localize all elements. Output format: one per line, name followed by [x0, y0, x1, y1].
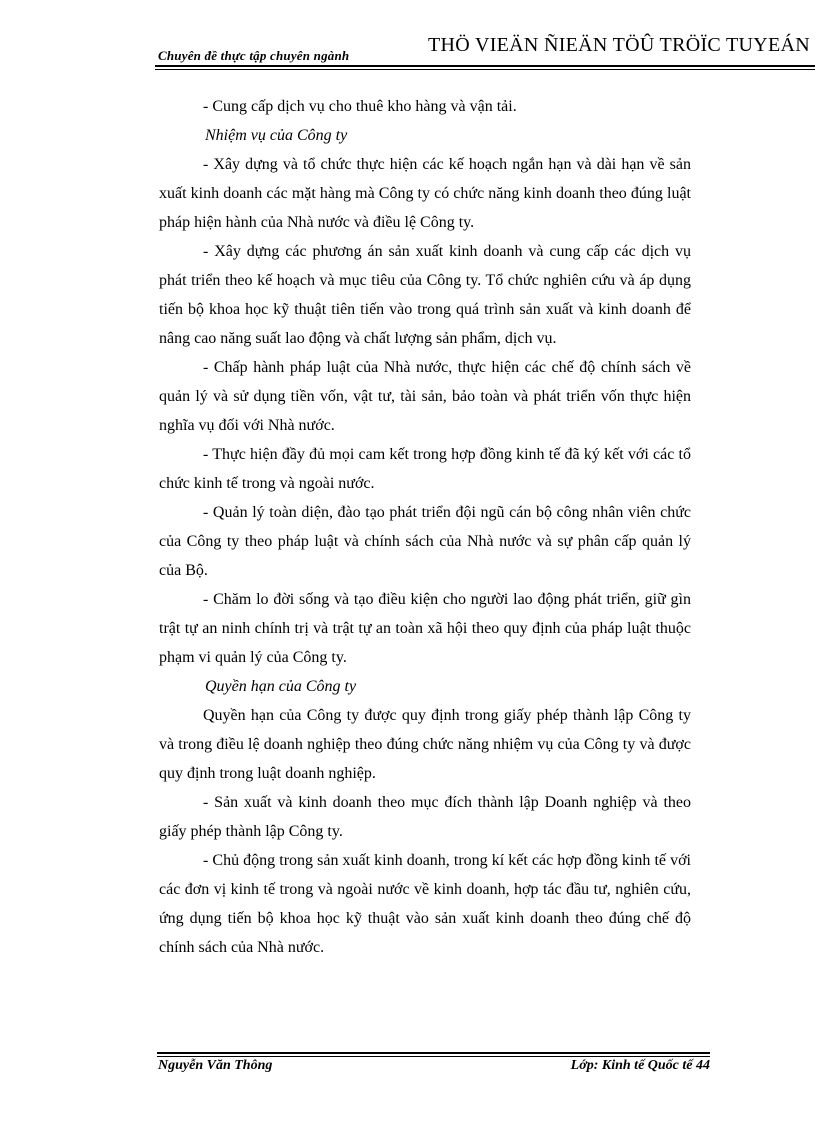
paragraph: - Chủ động trong sản xuất kinh doanh, trong kí kết các hợp đồng kinh tế với các đơn vị kinh tế trong và ngoài nước về kinh doanh, hợp tác đầu tư, nghiên cứu, ứng dụng tiến bộ khoa học kỹ thuật vào sản xuất kinh doanh theo đúng chế độ chính sách của Nhà nước.: [159, 852, 691, 956]
header-divider-thin: [155, 69, 815, 70]
paragraph: - Cung cấp dịch vụ cho thuê kho hàng và vận tải.: [203, 98, 517, 115]
header-library-title: THÖ VIEÄN ÑIEÄN TÖÛ TRÖÏC TUYEÁN: [428, 34, 810, 56]
footer-author: Nguyễn Văn Thông: [158, 1058, 273, 1073]
footer-class-label: Lớp: Kinh tế Quốc tế 44: [570, 1058, 710, 1073]
paragraph: Quyền hạn của Công ty được quy định trong giấy phép thành lập Công ty và trong điều lệ doanh nghiệp theo đúng chức năng nhiệm vụ của Công ty và được quy định trong luật doanh nghiệp.: [159, 707, 691, 782]
footer-divider-thin: [157, 1056, 710, 1057]
header-topic-title: Chuyên đề thực tập chuyên ngành: [158, 48, 350, 63]
body-text: [159, 92, 691, 962]
footer-divider: [157, 1052, 710, 1054]
paragraph: - Thực hiện đầy đủ mọi cam kết trong hợp đồng kinh tế đã ký kết với các tổ chức kinh tế trong và ngoài nước.: [159, 446, 691, 492]
paragraph: - Sản xuất và kinh doanh theo mục đích thành lập Doanh nghiệp và theo giấy phép thành lập Công ty.: [159, 794, 691, 840]
paragraph: - Quản lý toàn diện, đào tạo phát triển đội ngũ cán bộ công nhân viên chức của Công ty theo pháp luật và chính sách của Nhà nước và sự phân cấp quản lý của Bộ.: [159, 504, 691, 579]
header-divider: [155, 65, 815, 67]
section-heading-duties: Nhiệm vụ của Công ty: [205, 127, 348, 144]
paragraph: - Chăm lo đời sống và tạo điều kiện cho người lao động phát triển, giữ gìn trật tự an ninh chính trị và trật tự an toàn xã hội theo quy định của pháp luật thuộc phạm vi quản lý của Công ty.: [159, 591, 691, 666]
section-heading-rights: Quyền hạn của Công ty: [205, 678, 357, 695]
paragraph: - Chấp hành pháp luật của Nhà nước, thực hiện các chế độ chính sách về quản lý và sử dụng tiền vốn, vật tư, tài sản, bảo toàn và phát triển vốn thực hiện nghĩa vụ đối với Nhà nước.: [159, 359, 691, 434]
paragraph: - Xây dựng và tổ chức thực hiện các kế hoạch ngắn hạn và dài hạn về sản xuất kinh doanh các mặt hàng mà Công ty có chức năng kinh doanh theo đúng luật pháp hiện hành của Nhà nước và điều lệ Công ty.: [159, 156, 691, 231]
paragraph: - Xây dựng các phương án sản xuất kinh doanh và cung cấp các dịch vụ phát triển theo kế hoạch và mục tiêu của Công ty. Tổ chức nghiên cứu và áp dụng tiến bộ khoa học kỹ thuật tiên tiến vào trong quá trình sản xuất và kinh doanh để nâng cao năng suất lao động và chất lượng sản phẩm, dịch vụ.: [159, 243, 691, 347]
